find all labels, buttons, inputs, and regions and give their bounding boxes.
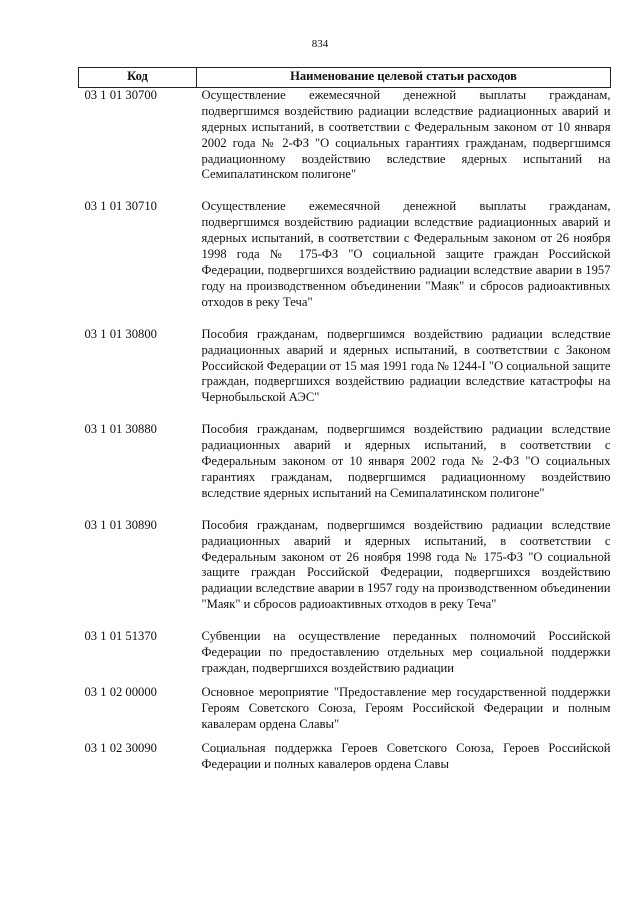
table-row [79,629,611,685]
row-code: 03 1 02 00000 [84,684,157,699]
table-row [79,199,611,326]
row-code: 03 1 01 51370 [84,629,157,644]
table-row [79,87,611,199]
row-name: Осуществление ежемесячной денежной выплаты гражданам, подвергшимся воздействию радиации вследствие радиационных аварий и ядерных испытаний, в соответствии с Федеральным законом от 26 ноября 1998 года № 175-ФЗ "О социальной защите граждан Российской Федерации, подвергшихся воздействию радиации вследствие аварии в 1957 году на производственном объединении "Маяк" и сбросов радиоактивных отходов в реку Теча" [201,199,611,309]
table-row [79,518,611,629]
row-code: 03 1 02 30090 [84,740,157,755]
row-name: Пособия гражданам, подвергшимся воздействию радиации вследствие радиационных аварий и ядерных испытаний, в соответствии с Федеральным законом от 10 января 2002 года № 2-ФЗ "О социальных гарантиях гражданам, подвергшимся радиационному воздействию вследствие ядерных испытаний на Семипалатинском полигоне" [201,422,611,500]
header-name: Наименование целевой статьи расходов [197,68,611,88]
row-name: Основное мероприятие "Предоставление мер государственной поддержки Героям Советского Союза, Героям Российской Федерации и полным кавалерам ордена Славы" [201,684,611,731]
row-name: Осуществление ежемесячной денежной выплаты гражданам, подвергшимся воздействию радиации вследствие радиационных аварий и ядерных испытаний, в соответствии с Федеральным законом от 10 января 2002 года № 2-ФЗ "О социальных гарантиях гражданам, подвергшимся радиационному воздействию вследствие ядерных испытаний на Семипалатинском полигоне" [201,87,611,182]
row-code: 03 1 01 30890 [84,517,157,532]
table-row [79,422,611,518]
row-code: 03 1 01 30700 [84,87,157,102]
page-number: 834 [311,38,329,50]
header-code: Код [79,68,197,88]
row-name: Социальная поддержка Героев Советского Союза, Героев Российской Федерации и полных кавалеров ордена Славы [201,740,611,771]
table-row [79,685,611,741]
budget-table [78,67,611,780]
row-name: Пособия гражданам, подвергшимся воздействию радиации вследствие радиационных аварий и ядерных испытаний, в соответствии с Законом Российской Федерации от 15 мая 1991 года № 1244-I "О социальной защите граждан, подвергшихся воздействию радиации вследствие катастрофы на Чернобыльской АЭС" [201,326,611,405]
table-row [79,741,611,781]
table-header-row [79,68,611,88]
row-name: Субвенции на осуществление переданных полномочий Российской Федерации по предоставлению отдельных мер социальной поддержки граждан, подвергшихся воздействию радиации [201,629,611,675]
row-name: Пособия гражданам, подвергшимся воздействию радиации вследствие радиационных аварий и ядерных испытаний, в соответствии с Федеральным законом от 26 ноября 1998 года № 175-ФЗ "О социальной защите граждан Российской Федерации, подвергшихся воздействию радиации вследствие аварии в 1957 году на производственном объединении "Маяк" и сбросов радиоактивных отходов в реку Теча" [201,517,611,612]
row-code: 03 1 01 30710 [84,199,157,214]
table-row [79,327,611,423]
row-code: 03 1 01 30800 [84,326,157,341]
row-code: 03 1 01 30880 [84,422,157,437]
